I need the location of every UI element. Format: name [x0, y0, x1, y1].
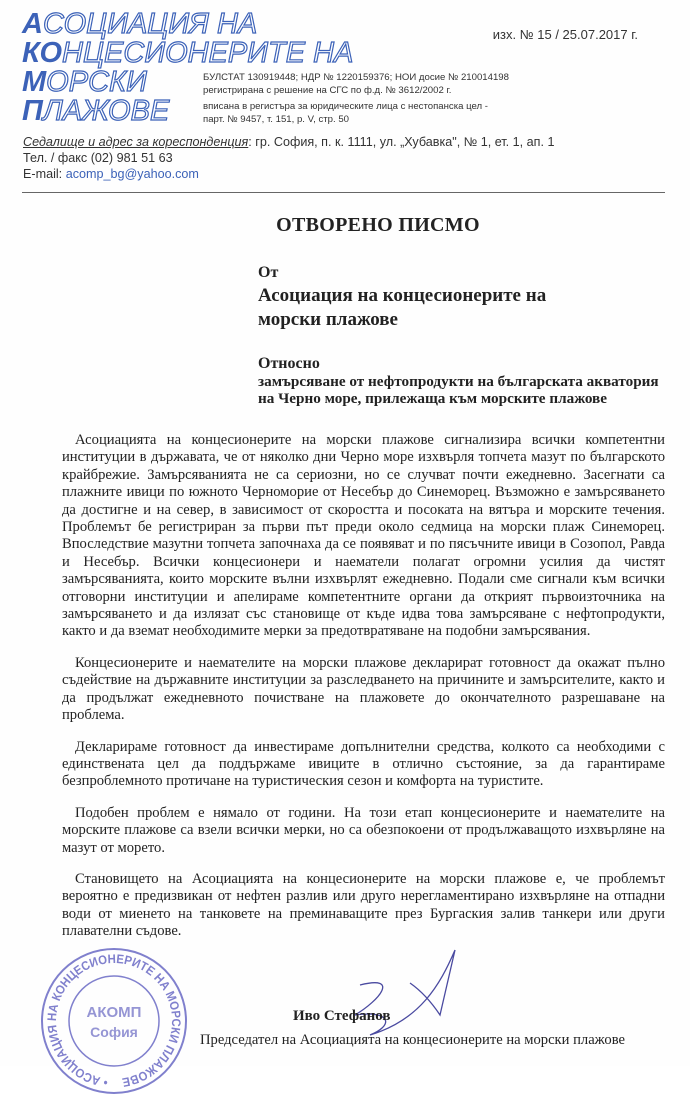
logo-line: АСОЦИАЦИЯ НА	[22, 8, 258, 40]
stamp-ring-text: • АСОЦИАЦИЯ НА КОНЦЕСИОНЕРИТЕ НА МОРСКИ ПЛАЖОВЕ	[44, 951, 184, 1090]
subject-label: Относно	[258, 355, 320, 372]
phone: Тел. / факс (02) 981 51 63	[23, 151, 173, 165]
email-line: E-mail: acomp_bg@yahoo.com	[23, 167, 199, 181]
signatory-title: Председател на Асоциацията на концесионерите на морски плажове	[200, 1031, 625, 1048]
letter-title: ОТВОРЕНО ПИСМО	[276, 214, 480, 236]
stamp-city-text: София	[90, 1023, 138, 1040]
letter-content	[0, 432, 690, 1097]
stamp-center-text: АКОМП	[86, 1003, 142, 1021]
logo-line: ПЛАЖОВЕ	[22, 95, 170, 127]
address: Седалище и адрес за кореспонденция: гр. София, п. к. 1111, ул. „Хубавка", № 1, ет. 1, ап. 1	[23, 135, 555, 149]
registration-line: БУЛСТАТ 130919448; НДР № 1220159376; НОИ досие № 210014198	[203, 72, 509, 83]
paragraph: Декларираме готовност да инвестираме допълнителни средства, колкото са необходими с единствената цел да поддържаме ивиците в отлично състояние, за да гарантираме безпроблемното протичане на туристическия сезон и комфорта на туристите.	[62, 738, 665, 790]
letter-body	[62, 432, 665, 941]
signature-block	[0, 945, 690, 1097]
paragraph: Асоциацията на концесионерите на морски плажове сигнализира всички компетентни институции в държавата, че от няколко дни Черно море изхвърля топчета мазут по българското крайбрежие. Замърсяванията не са сериозни, но се случват почти ежедневно. Засегнати са плажните ивици по южното Черноморие от Несебър до Синеморец. Възможно е замърсяването да достигне и на север, в зависимост от скоростта и посоката на вятъра и морските течения. Проблемът бе регистриран за първи път преди около седмица на морски плаж Синеморец. Впоследствие мазутни топчета започнаха да се появяват и по пясъчните ивици в Созопол, Равда и Несебър. Всички концесионери и наематели полагат огромни усилия да чистят замърсяванията, които морските вълни изхвърлят ежедневно. Подали сме сигнали към всички отговорни институции и апелираме компетентните органи да открият първоизточника на замърсяването и да излязат със становище от къде идва това замърсяване с нефтопродукти, както и да вземат необходимите мерки за предотвратяване на подобни замърсявания.	[62, 432, 665, 640]
reference-number: изх. № 15 / 25.07.2017 г.	[492, 27, 638, 42]
paragraph: Подобен проблем е нямало от години. На този етап концесионерите и наемателите на морските плажове са взели всички мерки, но са обезпокоени от продължаващото изхвърляне на мазут от морето.	[62, 804, 665, 856]
official-stamp	[38, 945, 190, 1097]
paragraph: Концесионерите и наемателите на морски плажове декларират готовност да окажат пълно съдействие на държавните институции за разследването на причините и замърсителите, както и да продължат ежедневното почистване на плажовете до окончателното разрешаване на проблема.	[62, 654, 665, 724]
registration-line: парт. № 9457, т. 151, р. V, стр. 50	[203, 114, 349, 125]
from-label: От	[258, 264, 279, 281]
paragraph: Становището на Асоциацията на концесионерите на морски плажове е, че проблемът вероятно е предизвикан от нефтен разлив или друго нерегламентирано изхвърляне на отпадни води от миенето на танковете на преминаващите през Бургаския залив танкери или други плавателни съдове.	[62, 870, 665, 940]
logo-line: МОРСКИ	[22, 66, 147, 98]
logo-line: КОНЦЕСИОНЕРИТЕ НА	[22, 37, 354, 69]
email-link[interactable]: acomp_bg@yahoo.com	[65, 167, 199, 181]
sender: Асоциация на концесионерите на морски плажове	[258, 285, 547, 330]
registration-line: вписана в регистъра за юридическите лица с нестопанска цел -	[203, 101, 488, 112]
registration-line: регистрирана с решение на СГС по ф.д. № 3612/2002 г.	[203, 85, 452, 96]
signatory-name: Иво Стефанов	[293, 1007, 391, 1024]
subject: замърсяване от нефтопродукти на българската акватория на Черно море, прилежаща към морските плажове	[258, 373, 659, 407]
header-divider	[22, 192, 665, 193]
